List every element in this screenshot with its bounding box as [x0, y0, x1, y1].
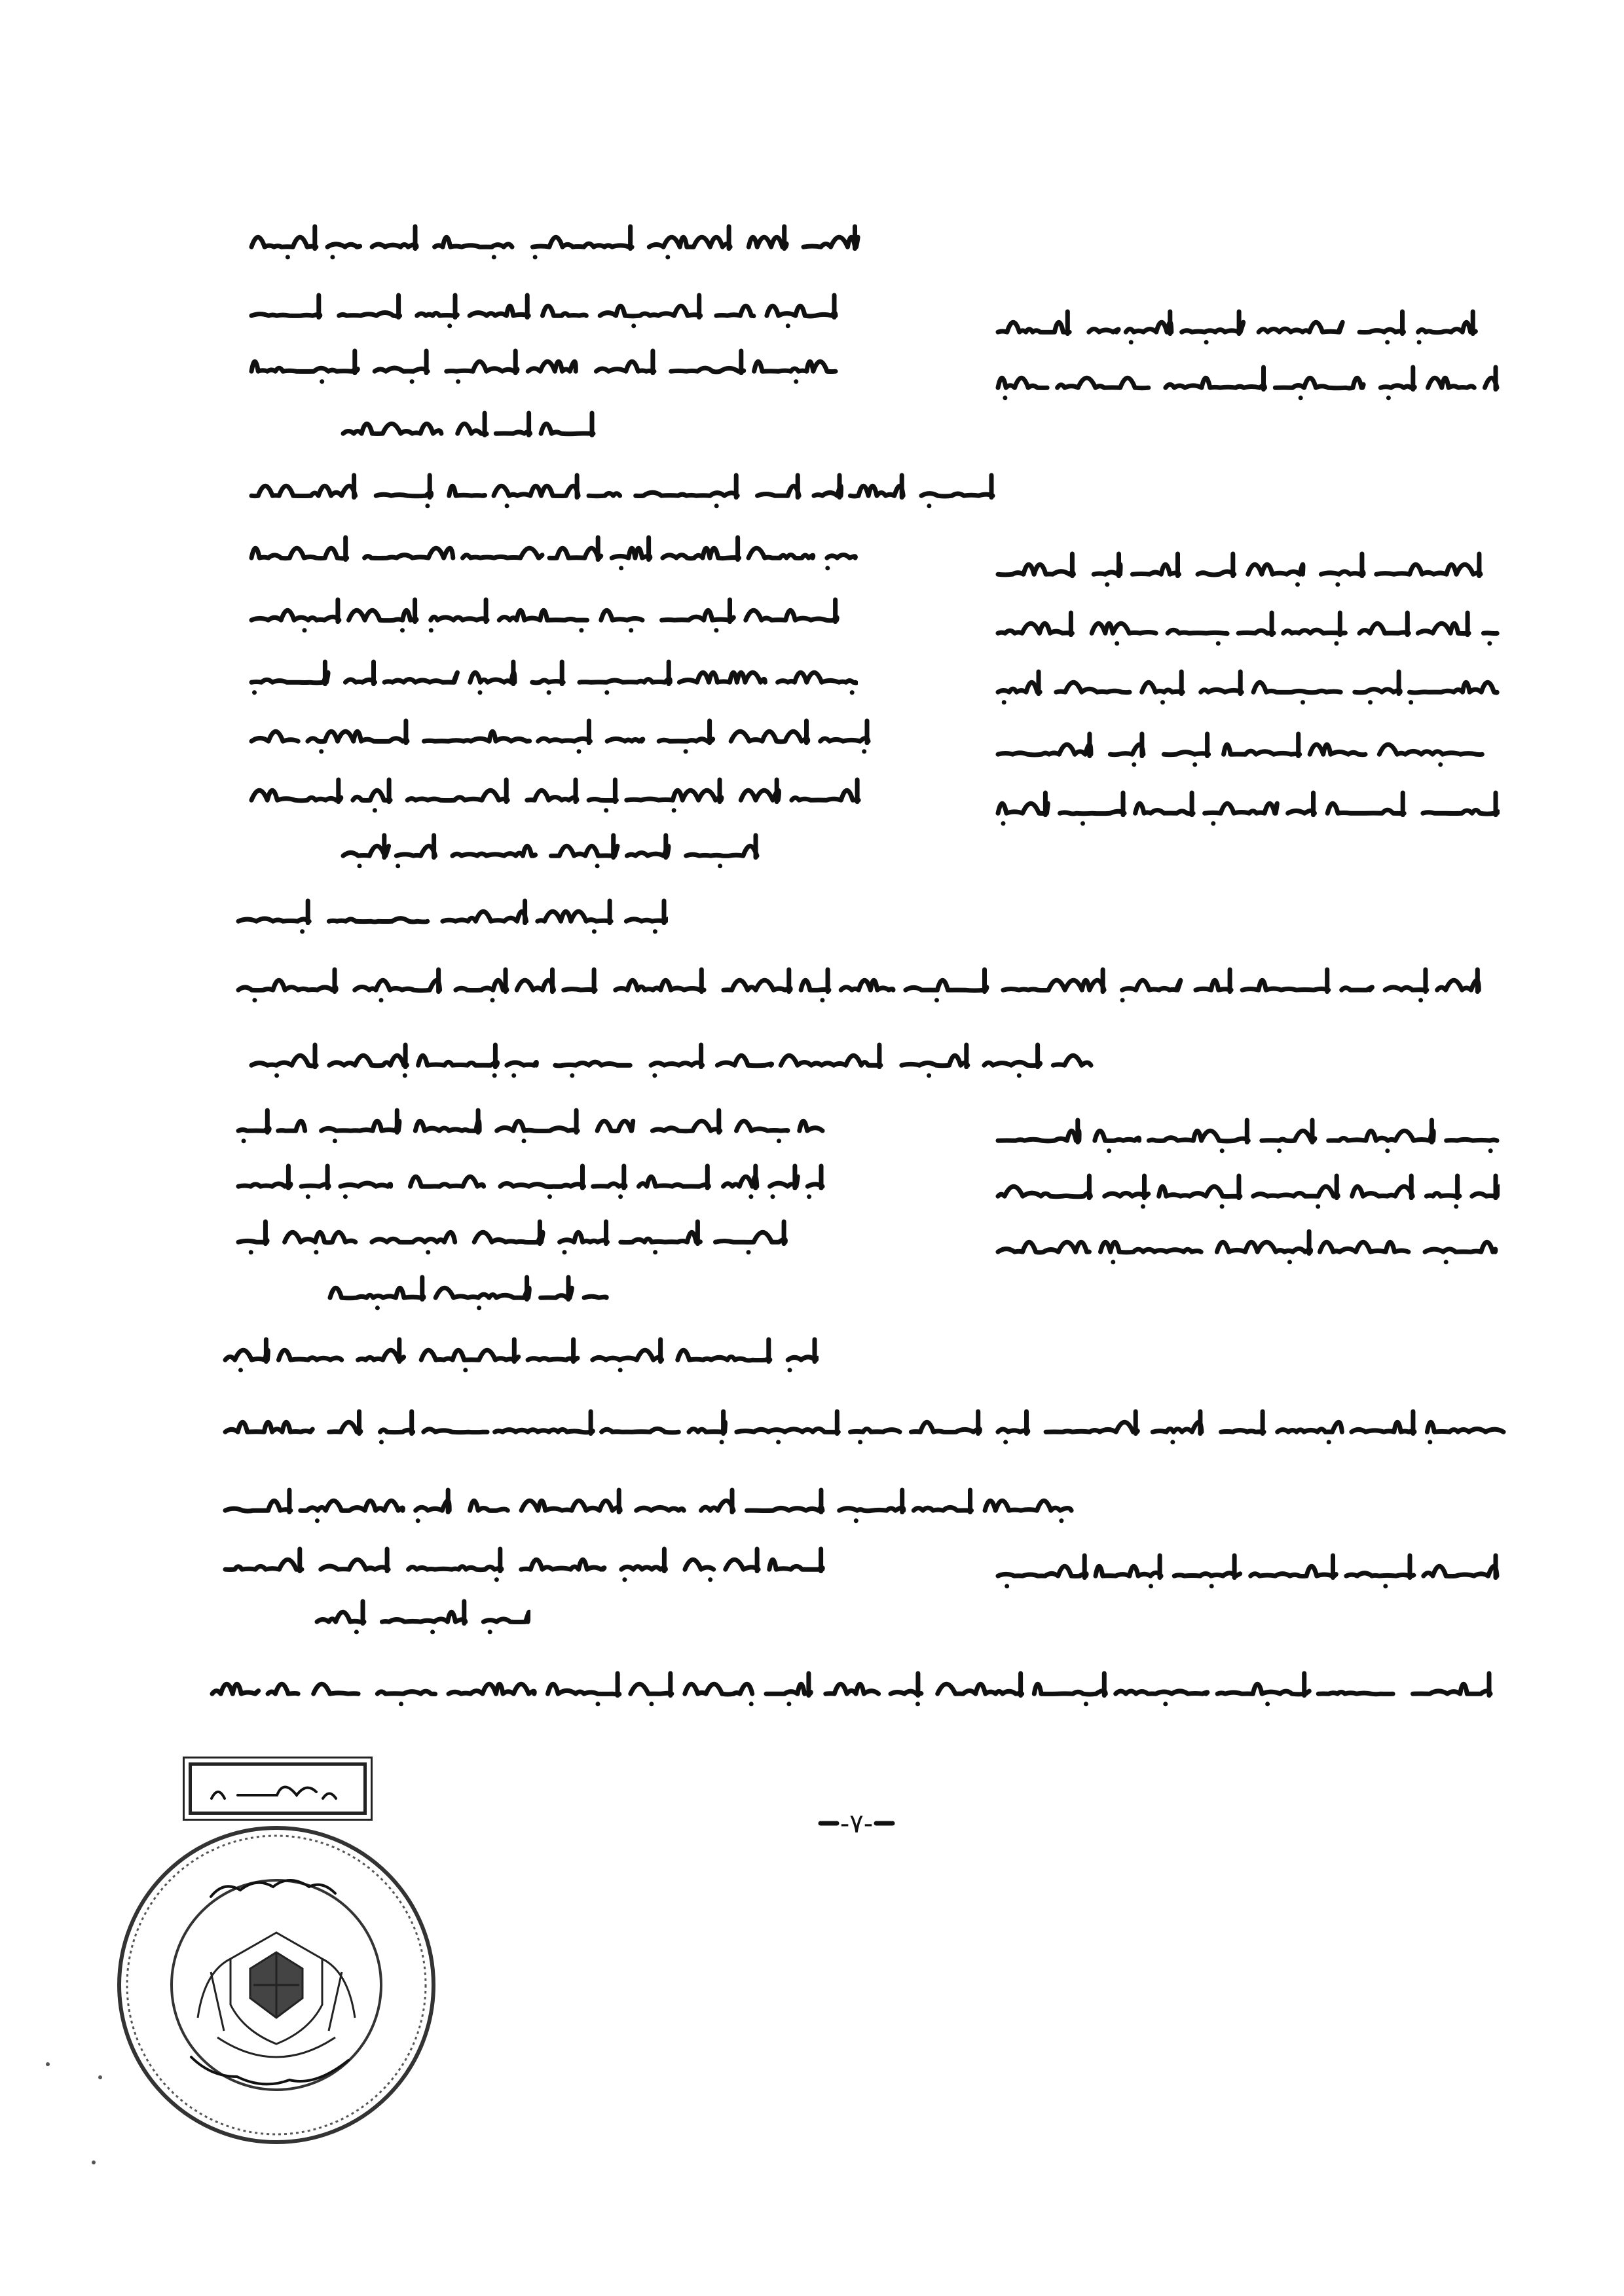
script-strokes: [236, 1106, 825, 1146]
script-strokes: [341, 409, 596, 448]
script-strokes: [995, 1552, 1500, 1591]
script-strokes: [995, 1172, 1500, 1211]
line-10: [249, 596, 858, 635]
line-08: [249, 534, 858, 573]
script-strokes: [249, 347, 838, 386]
script-strokes: [995, 308, 1500, 347]
paper-speck: [46, 2062, 50, 2066]
script-strokes: [249, 658, 858, 697]
stamp-box: [189, 1762, 367, 1815]
line-31: [223, 1486, 1094, 1525]
line-15: [995, 730, 1500, 769]
script-strokes: [249, 471, 995, 511]
line-13: [995, 668, 1500, 707]
line-33: [995, 1552, 1500, 1591]
line-30: [223, 1408, 1506, 1447]
script-strokes: [249, 717, 871, 756]
line-12: [249, 658, 858, 697]
script-strokes: [327, 1273, 609, 1313]
line-28: [327, 1273, 609, 1313]
script-strokes: [995, 1228, 1500, 1267]
script-strokes: [210, 1669, 1493, 1709]
line-18: [341, 831, 760, 871]
script-strokes: [995, 363, 1500, 403]
script-strokes: [995, 609, 1500, 648]
script-strokes: [314, 1597, 530, 1637]
line-25: [995, 1172, 1500, 1211]
script-strokes: [249, 596, 858, 635]
line-19: [236, 897, 668, 936]
line-04: [249, 347, 838, 386]
line-11: [995, 609, 1500, 648]
script-strokes: [223, 1336, 819, 1375]
script-strokes: [236, 1162, 825, 1201]
line-05: [995, 363, 1500, 403]
script-strokes: [995, 730, 1500, 769]
script-strokes: [995, 550, 1500, 589]
script-strokes: [249, 1041, 1094, 1080]
page-number: [817, 1804, 896, 1843]
paper-speck: [92, 2160, 96, 2164]
script-strokes: [223, 1486, 1094, 1525]
seal-emblem: [198, 1933, 355, 2057]
line-02: [249, 291, 838, 331]
line-03: [995, 308, 1500, 347]
script-strokes: [249, 776, 871, 815]
line-20: [236, 966, 1506, 1005]
page-number-text: -٧-: [840, 1809, 874, 1839]
line-22: [236, 1106, 825, 1146]
paper-speck: [98, 2075, 102, 2079]
script-strokes: [249, 223, 877, 262]
script-strokes: [995, 789, 1500, 828]
line-29: [223, 1336, 819, 1375]
script-strokes: [249, 534, 858, 573]
script-strokes: [223, 1408, 1506, 1447]
line-21: [249, 1041, 1094, 1080]
official-seal: [113, 1821, 440, 2149]
script-strokes: [995, 668, 1500, 707]
script-strokes: [995, 1116, 1500, 1156]
script-strokes: [223, 1545, 825, 1584]
line-23: [995, 1116, 1500, 1156]
script-strokes: [249, 291, 838, 331]
script-strokes: [236, 1218, 812, 1257]
line-26: [236, 1218, 812, 1257]
line-34: [314, 1597, 530, 1637]
line-17: [995, 789, 1500, 828]
line-09: [995, 550, 1500, 589]
line-24: [236, 1162, 825, 1201]
line-07: [249, 471, 995, 511]
line-27: [995, 1228, 1500, 1267]
script-strokes: [341, 831, 760, 871]
script-strokes: [236, 966, 1506, 1005]
script-strokes: [236, 897, 668, 936]
line-16: [249, 776, 871, 815]
line-01: [249, 223, 877, 262]
line-32: [223, 1545, 825, 1584]
line-14: [249, 717, 871, 756]
line-06: [341, 409, 596, 448]
line-35: [210, 1669, 1493, 1709]
